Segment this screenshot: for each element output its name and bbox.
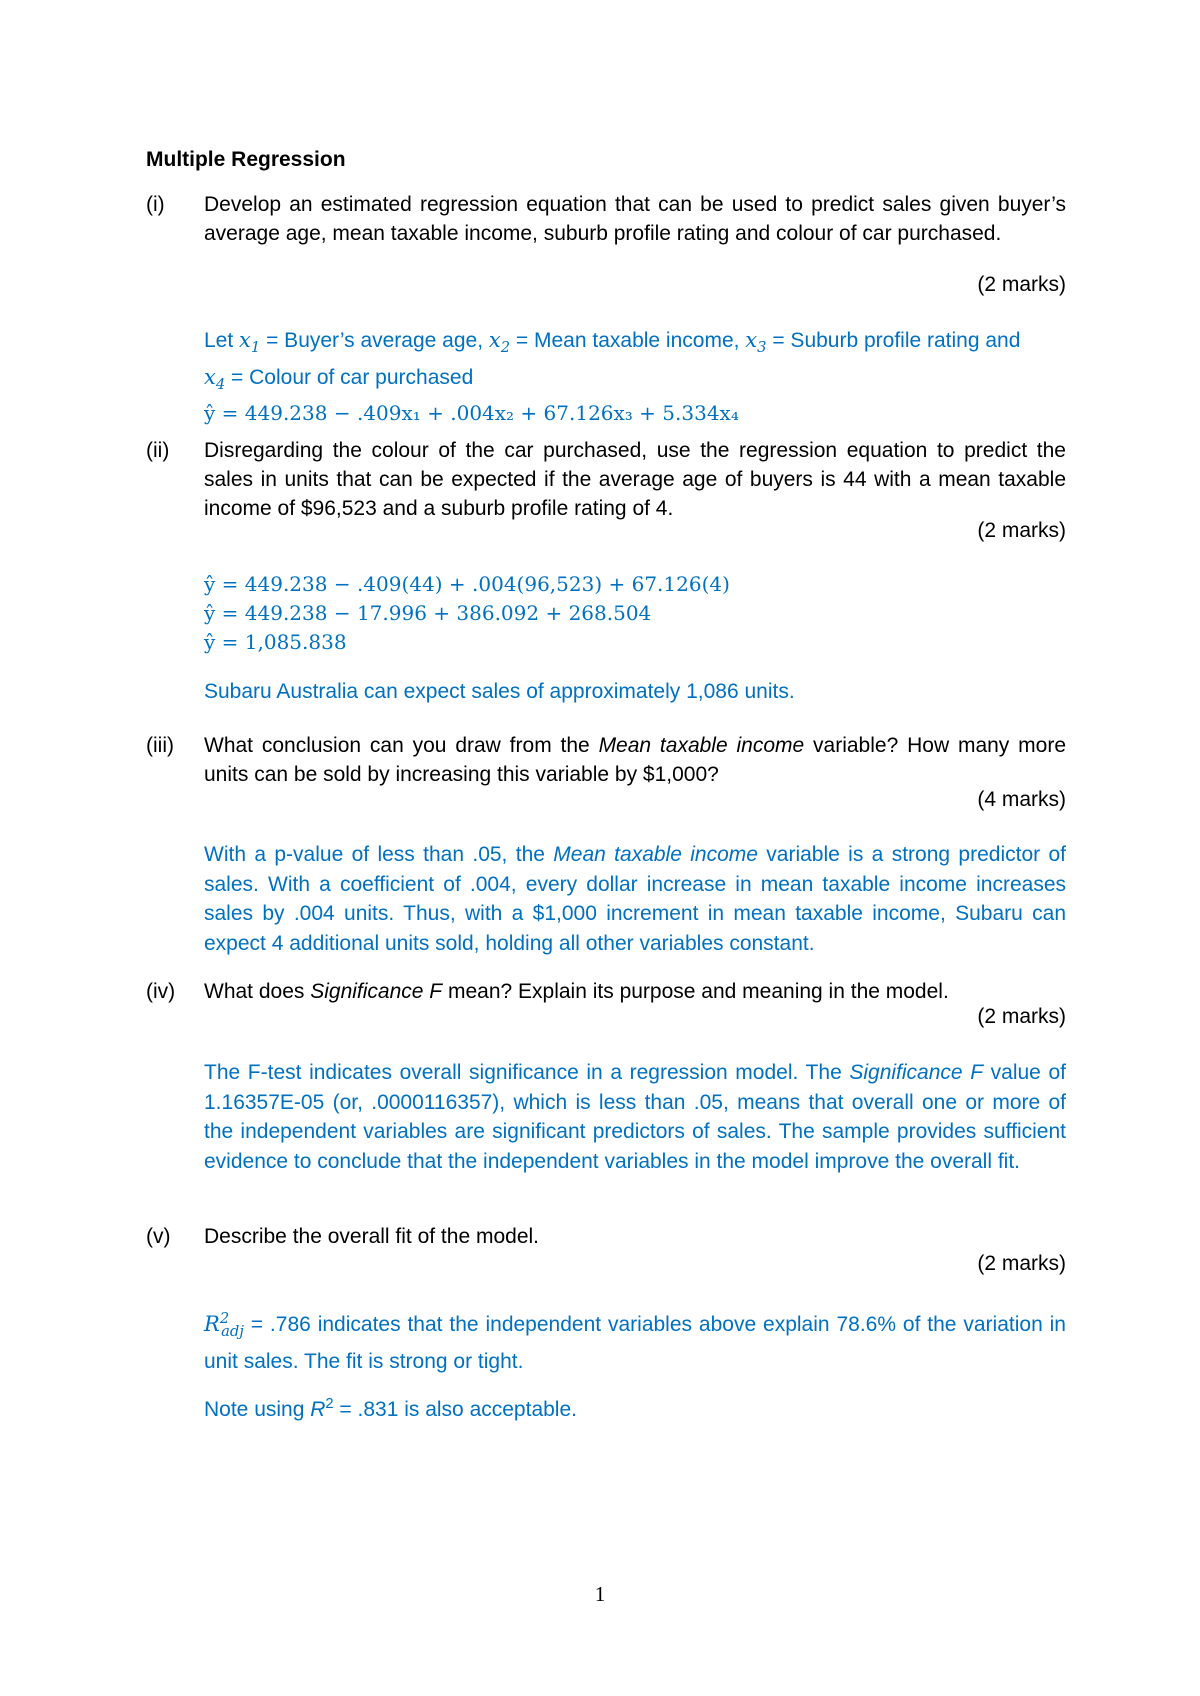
question-4-number: (iv) xyxy=(146,980,176,1003)
def-x1: = Buyer’s average age, xyxy=(260,329,489,352)
answer-4: The F-test indicates overall significance in a regression model. The Significance F value of 1.16357E-05 (or, .0000116357), which is less than .05, means that overall one or more of the independent variables are significant predictors of sales. The sample provides sufficient evidence to conclude that the independent variables in the model improve the overall fit. xyxy=(204,1061,1066,1173)
section-title: Multiple Regression xyxy=(146,148,346,171)
answer-1-definitions xyxy=(204,326,1066,428)
question-1-number: (i) xyxy=(146,193,165,216)
answer-3: With a p-value of less than .05, the Mean taxable income variable is a strong predictor of sales. With a coefficient of .004, every dollar increase in mean taxable income increases sales by .004 units. Thus, with a $1,000 increment in mean taxable income, Subaru can expect 4 additional units sold, holding all other variables constant. xyxy=(204,843,1066,955)
question-3 xyxy=(146,731,1066,789)
question-5-marks: (2 marks) xyxy=(977,1252,1066,1275)
var-x1: $x_1$ xyxy=(239,328,261,357)
question-1 xyxy=(146,190,1066,248)
question-1-text: Develop an estimated regression equation that can be used to predict sales given buyer’s average age, mean taxable income, suburb profile rating and colour of car purchased. xyxy=(204,193,1066,245)
question-4 xyxy=(146,977,1066,1006)
regression-equation: ŷ = 449.238 − .409x₁ + .004x₂ + 67.126x₃ + 5.334x₄ xyxy=(204,401,739,426)
question-4-marks: (2 marks) xyxy=(977,1005,1066,1028)
question-4-text: What does Significance F mean? Explain its purpose and meaning in the model. xyxy=(204,980,949,1003)
question-2 xyxy=(146,436,1066,523)
let-word: Let xyxy=(204,329,234,352)
question-5-number: (v) xyxy=(146,1225,171,1248)
question-3-marks: (4 marks) xyxy=(977,788,1066,811)
question-5 xyxy=(146,1222,1066,1251)
calc-line-1: ŷ = 449.238 − .409(44) + .004(96,523) + 67.126(4) xyxy=(204,572,730,596)
question-1-marks: (2 marks) xyxy=(977,273,1066,296)
var-x2: $x_2$ xyxy=(488,328,511,357)
var-x4: $x_4$ xyxy=(204,364,226,393)
question-3-text: What conclusion can you draw from the Mean taxable income variable? How many more units can be sold by increasing this variable by $1,000? xyxy=(204,734,1066,786)
answer-5-note: Note using $R^2 = .831$ is also acceptable. xyxy=(204,1396,577,1421)
var-x3: $x_3$ xyxy=(745,328,767,357)
answer-1-definition-line-2 xyxy=(204,363,1066,400)
question-2-number: (ii) xyxy=(146,439,170,462)
question-3-number: (iii) xyxy=(146,734,174,757)
def-x3: = Suburb profile rating and xyxy=(766,329,1021,352)
calc-line-3: ŷ = 1,085.838 xyxy=(204,630,347,654)
def-x4: = Colour of car purchased xyxy=(225,365,474,389)
answer-2-conclusion: Subaru Australia can expect sales of approximately 1,086 units. xyxy=(204,680,795,703)
calc-line-2: ŷ = 449.238 − 17.996 + 386.092 + 268.504 xyxy=(204,601,652,625)
r-squared-adj: $R^2_{adj}$ xyxy=(204,1310,244,1341)
answer-2-calculation xyxy=(204,570,1066,657)
page-number: 1 xyxy=(594,1582,606,1606)
answer-5: $R^2_{adj} = .786$ indicates that the independent variables above explain 78.6% of the variation in unit sales. The fit is strong or tight. xyxy=(204,1310,1066,1373)
question-5-text: Describe the overall fit of the model. xyxy=(204,1225,539,1248)
answer-1-definition-line-1 xyxy=(204,326,1066,363)
question-2-marks: (2 marks) xyxy=(977,519,1066,542)
question-2-text: Disregarding the colour of the car purchased, use the regression equation to predict the sales in units that can be expected if the average age of buyers is 44 with a mean taxable income of $96,523 and a suburb profile rating of 4. xyxy=(204,439,1066,520)
def-x2: = Mean taxable income, xyxy=(510,329,746,352)
